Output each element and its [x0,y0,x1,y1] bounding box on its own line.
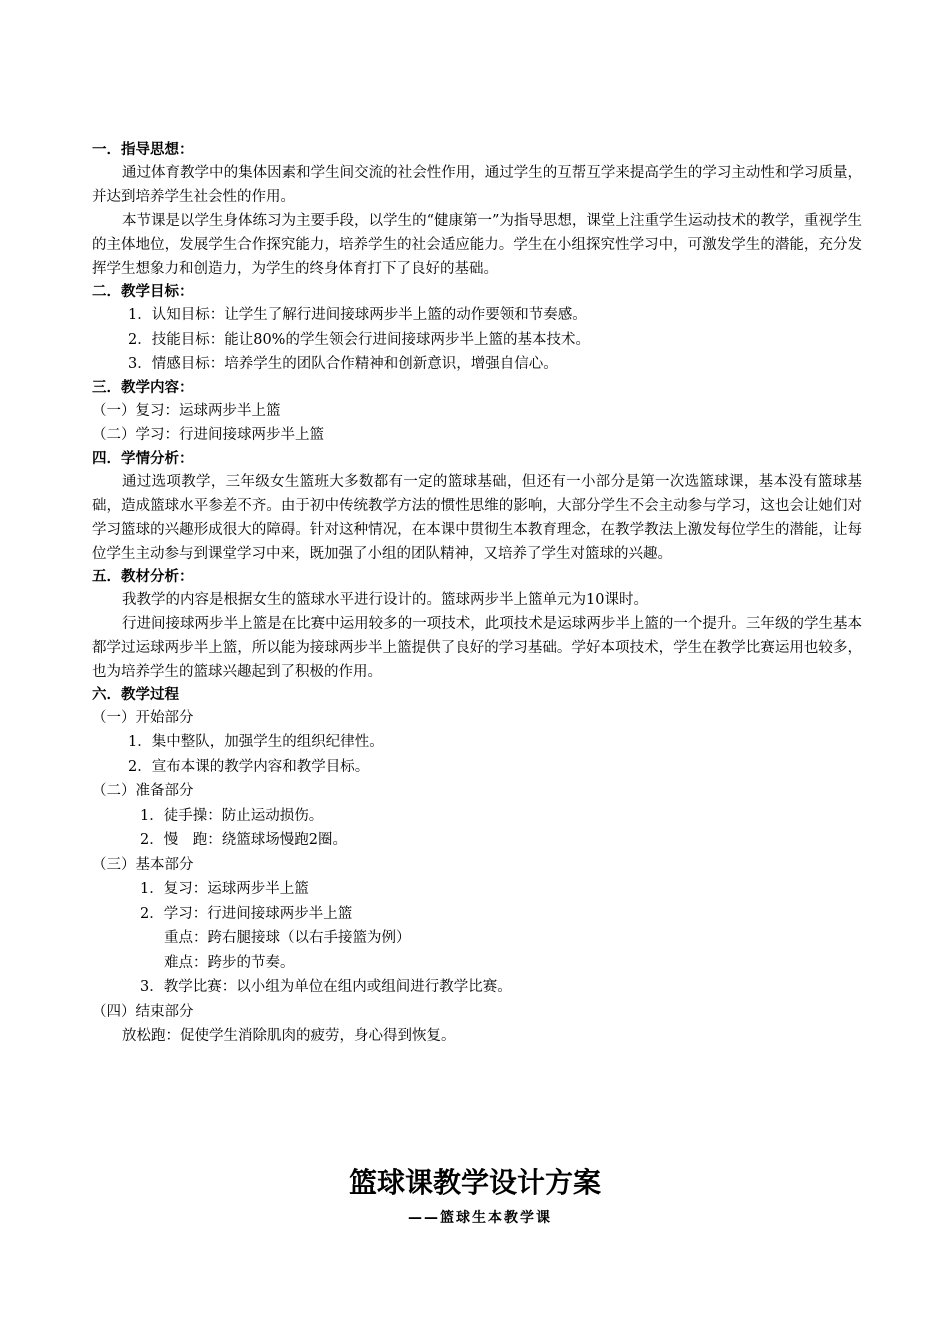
list-item: 2．技能目标：能让80%的学生领会行进间接球两步半上篮的基本技术。 [128,331,590,348]
list-item: 3．情感目标：培养学生的团队合作精神和创新意识，增强自信心。 [128,356,558,372]
difficulty-point: 难点：跨步的节奏。 [164,954,295,971]
list-item: （二）学习：行进间接球两步半上篮 [92,427,324,443]
section-heading-4: 四．学情分析： [92,450,194,467]
section-heading-6: 六．教学过程 [92,686,179,703]
paragraph: 行进间接球两步半上篮是在比赛中运用较多的一项技术，此项技术是运球两步半上篮的一个提升。三年级的学生基本都学过运球两步半上篮，所以能为接球两步半上篮提供了良好的学习基础。学好本项技术，学生在教学比赛运用也较多，也为培养学生的篮球兴趣起到了积极的作用。 [92,615,862,680]
list-item: 1．认知目标：让学生了解行进间接球两步半上篮的动作要领和节奏感。 [128,307,587,323]
subsection-label: （三）基本部分 [92,856,194,873]
section-heading-2: 二．教学目标： [92,284,194,300]
paragraph: 通过选项教学，三年级女生篮班大多数都有一定的篮球基础，但还有一小部分是第一次选篮球课，基本没有篮球基础，造成篮球水平参差不齐。由于初中传统教学方法的惯性思维的影响，大部分学生不会主动参与学习，这也会让她们对学习篮球的兴趣形成很大的障碍。针对这种情况，在本课中贯彻生本教育理念，在教学教法上激发每位学生的潜能，让每位学生主动参与到课堂学习中来，既加强了小组的团队精神，又培养了学生对篮球的兴趣。 [92,473,862,562]
list-item: 3．教学比赛：以小组为单位在组内或组间进行教学比赛。 [140,979,512,995]
subsection-label: （一）开始部分 [92,709,194,726]
paragraph: 我教学的内容是根据女生的篮球水平进行设计的。篮球两步半上篮单元为10课时。 [122,591,648,608]
list-item: 2．宣布本课的教学内容和教学目标。 [128,758,370,775]
section-heading-1: 一．指导思想： [92,142,194,158]
key-point: 重点：跨右腿接球（以右手接篮为例） [164,930,411,946]
document-title: 篮球课教学设计方案 [348,1166,601,1199]
paragraph: 通过体育教学中的集体因素和学生间交流的社会性作用，通过学生的互帮互学来提高学生的学习主动性和学习质量，并达到培养学生社会性的作用。 [92,165,862,205]
subsection-label: （二）准备部分 [92,783,194,799]
paragraph: 本节课是以学生身体练习为主要手段，以学生的“健康第一”为指导思想，课堂上注重学生运动技术的教学，重视学生的主体地位，发展学生合作探究能力，培养学生的社会适应能力。学生在小组探究性学习中，可激发学生的潜能，充分发挥学生想象力和创造力，为学生的终身体育打下了良好的基础。 [92,213,862,277]
list-item: 1．集中整队，加强学生的组织纪律性。 [128,734,384,750]
section-heading-3: 三．教学内容： [92,379,194,396]
list-item: 2．学习：行进间接球两步半上篮 [140,905,353,922]
subsection-label: （四）结束部分 [92,1003,194,1020]
document-body [92,139,862,1049]
list-item: 1．复习：运球两步半上篮 [140,881,309,897]
list-item: （一）复习：运球两步半上篮 [92,402,281,419]
list-item: 放松跑：促使学生消除肌肉的疲劳，身心得到恢复。 [122,1028,456,1044]
list-item: 1．徒手操：防止运动损伤。 [140,807,324,824]
section-heading-5: 五．教材分析： [92,568,194,585]
list-item: 2．慢 跑：绕篮球场慢跑2圈。 [140,832,347,848]
document-subtitle: ——篮球生本教学课 [408,1210,552,1226]
